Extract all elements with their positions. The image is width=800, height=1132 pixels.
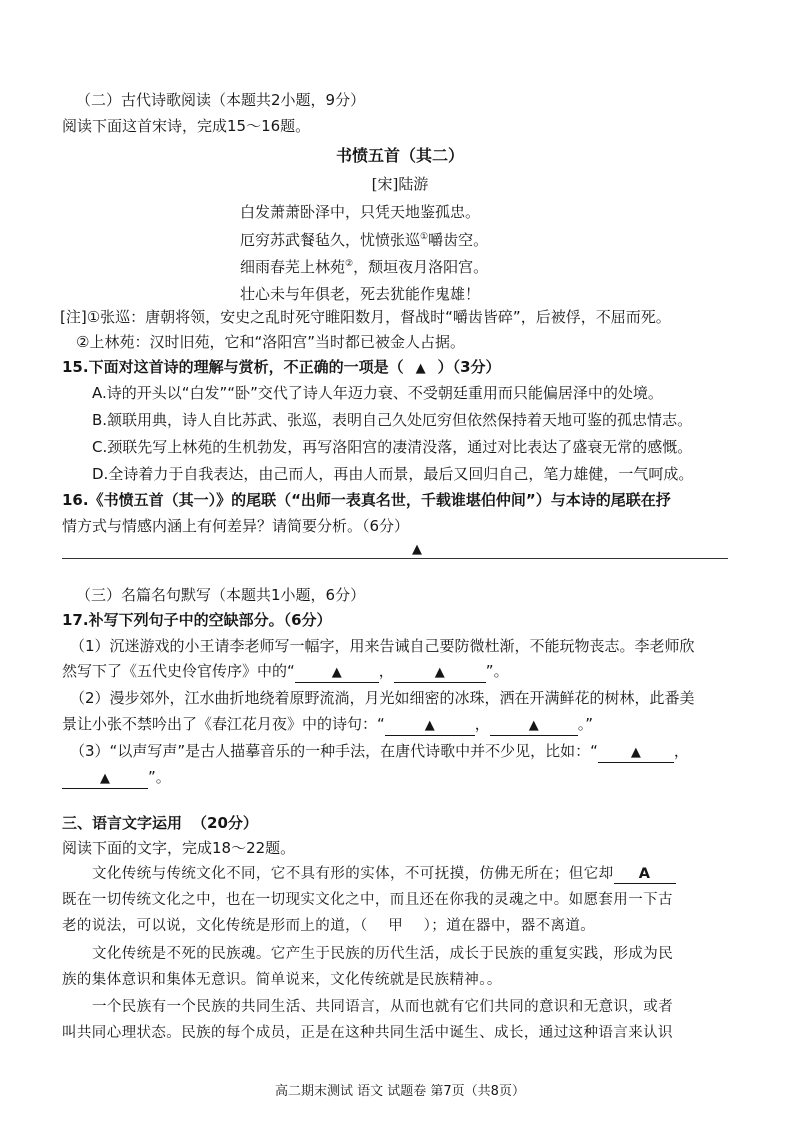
answer-mark: ▲ xyxy=(415,361,426,376)
q17-item-2-line-1: （2）漫步郊外，江水曲折地绕着原野流淌，月光如细密的冰珠，洒在开满鲜花的树林，此番美 xyxy=(70,689,695,707)
fill-blank[interactable]: ▲ xyxy=(394,664,486,683)
fill-blank[interactable]: ▲ xyxy=(385,717,475,736)
section-heading: （二）古代诗歌阅读（本题共2小题，9分） xyxy=(76,91,366,109)
part-instruction: 阅读下面的文字，完成18～22题。 xyxy=(62,839,296,857)
passage-p2-line-2: 族的集体意识和集体无意识。简单说来，文化传统就是民族精神。。 xyxy=(62,972,502,988)
section-heading: （三）名篇名句默写（本题共1小题，6分） xyxy=(76,586,366,604)
part-heading: 三、语言文字运用 （20分） xyxy=(62,814,258,832)
section-instruction: 阅读下面这首宋诗，完成15～16题。 xyxy=(62,117,311,135)
poem-title: 书愤五首（其二） xyxy=(335,146,464,165)
poem-author: [宋]陆游 xyxy=(371,175,429,193)
passage-p3-line-1: 一个民族有一个民族的共同生活、共同语言，从而也就有它们共同的意识和无意识，或者 xyxy=(92,999,674,1015)
option-c: C.颈联先写上林苑的生机勃发，再写洛阳宫的凄清没落，通过对比表达了盛衰无常的感慨。 xyxy=(92,438,693,456)
q17-item-2-line-2: 景让小张不禁吟出了《春江花月夜》中的诗句：“ ▲ ， ▲ 。” xyxy=(62,714,593,736)
passage-p1-line-3: 老的说法，可以说，文化传统是形而上的道，（ 甲 ）；道在器中，器不离道。 xyxy=(62,918,596,934)
passage-p2-line-1: 文化传统是不死的民族魂。它产生于民族的历代生活，成长于民族的重复实践，形成为民 xyxy=(92,946,674,962)
passage-p1-line-1: 文化传统与传统文化不同，它不具有形的实体，不可抚摸，仿佛无所在；但它却 A xyxy=(92,864,676,884)
poem-line-1: 白发萧萧卧泽中，只凭天地鉴孤忠。 xyxy=(240,203,481,221)
poem-line-2: 厄穷苏武餐毡久，忧愤张巡①嚼齿空。 xyxy=(240,231,489,249)
q17-item-3-line-1: （3）“以声写声”是古人描摹音乐的一种手法，在唐代诗歌中并不少见，比如：“ ▲ ， xyxy=(70,741,689,763)
page-footer: 高二期末测试 语文 试题卷 第7页（共8页） xyxy=(275,1084,525,1099)
fill-blank[interactable]: ▲ xyxy=(295,664,379,683)
fill-blank[interactable]: ▲ xyxy=(490,717,578,736)
option-d: D.全诗着力于自我表达，由己而人，再由人而景，最后又回归自己，笔力雄健，一气呵成。 xyxy=(92,465,694,483)
q17-item-1-line-2: 然写下了《五代史伶官传序》中的“ ▲ ， ▲ ”。 xyxy=(62,661,509,683)
poem-line-4: 壮心未与年俱老，死去犹能作鬼雄！ xyxy=(240,285,481,303)
note-mark-1: ① xyxy=(420,232,429,242)
question-15: 15.下面对这首诗的理解与赏析，不正确的一项是（ ▲ ）（3分） xyxy=(62,358,501,376)
question-16-line-1: 16.《书愤五首（其一）》的尾联（“出师一表真名世，千载谁堪伯仲间”）与本诗的尾联在抒 xyxy=(62,491,671,509)
passage-p1-line-2: 既在一切传统文化之中，也在一切现实文化之中，而且还在你我的灵魂之中。如愿套用一下古 xyxy=(62,892,673,908)
fill-blank-jia[interactable]: 甲 xyxy=(388,918,404,934)
option-b: B.颔联用典，诗人自比苏武、张巡，表明自己久处厄穷但依然保持着天地可鉴的孤忠情志。 xyxy=(92,411,693,429)
q17-item-3-line-2: ▲ ”。 xyxy=(62,767,171,789)
option-a: A.诗的开头以“白发”“卧”交代了诗人年迈力衰、不受朝廷重用而只能偏居泽中的处境。 xyxy=(92,384,663,402)
fill-blank[interactable]: ▲ xyxy=(62,770,148,789)
q17-item-1-line-1: （1）沉迷游戏的小王请李老师写一幅字，用来告诫自己要防微杜渐，不能玩物丧志。李老师欣 xyxy=(70,637,695,655)
note-1: [注]①张巡：唐朝将领，安史之乱时死守睢阳数月，督战时“嚼齿皆碎”，后被俘，不屈而死。 xyxy=(60,308,671,326)
passage-p3-line-2: 叫共同心理状态。民族的每个成员，正是在这种共同生活中诞生、成长，通过这种语言来认识 xyxy=(62,1025,673,1041)
fill-blank[interactable]: ▲ xyxy=(598,744,674,763)
answer-mark: ▲ xyxy=(412,542,422,557)
note-mark-2: ② xyxy=(345,259,354,269)
question-16-line-2: 情方式与情感内涵上有何差异？请简要分析。（6分） xyxy=(62,517,410,535)
question-17: 17.补写下列句子中的空缺部分。（6分） xyxy=(62,611,332,629)
fill-blank-a[interactable]: A xyxy=(614,865,676,884)
poem-line-3: 细雨春芜上林苑②，颓垣夜月洛阳宫。 xyxy=(240,258,489,276)
answer-line xyxy=(62,558,728,559)
note-2: ②上林苑：汉时旧苑，它和“洛阳宫”当时都已被金人占据。 xyxy=(76,333,465,351)
